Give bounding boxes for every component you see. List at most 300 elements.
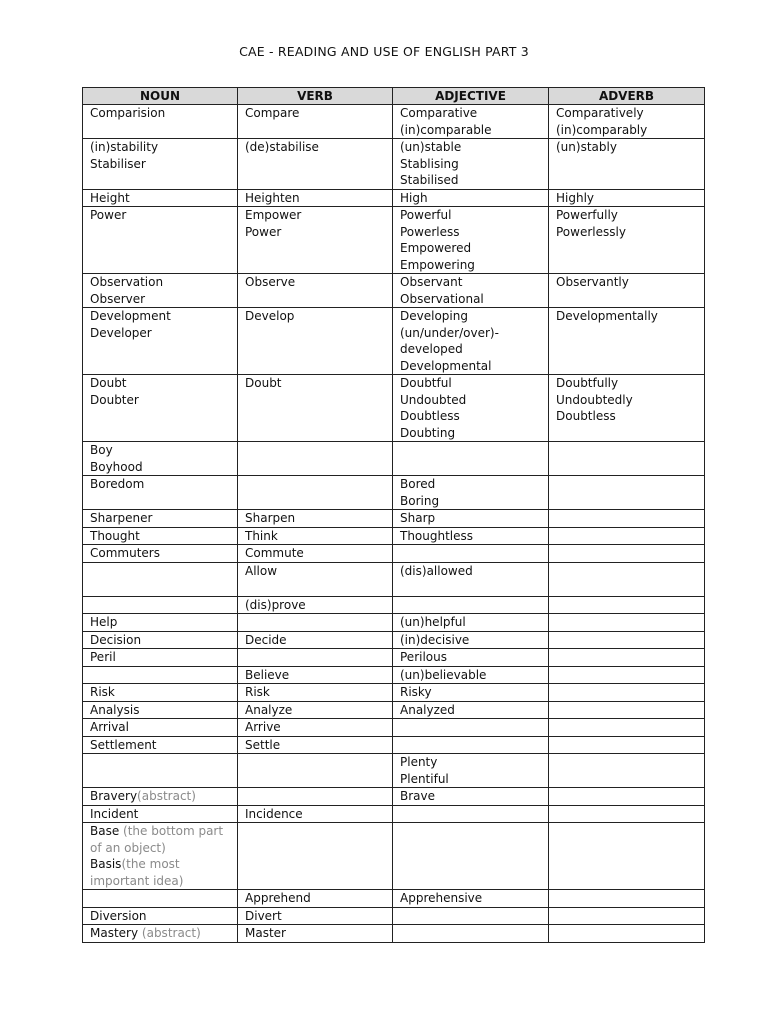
word-form: Develop (245, 309, 295, 323)
word-form (400, 737, 548, 754)
verb-cell (238, 907, 393, 925)
verb-cell (238, 476, 393, 510)
word-form (245, 614, 392, 631)
word-form: Powerless (400, 224, 460, 239)
adjective-cell (393, 823, 549, 890)
word-form (556, 614, 704, 631)
word-form: Bravery (90, 789, 138, 803)
word-form (90, 754, 237, 771)
table-row (83, 631, 705, 649)
word-form: Help (90, 615, 118, 629)
word-form: (un)helpful (400, 615, 466, 629)
table-row (83, 308, 705, 375)
noun-cell (83, 754, 238, 788)
verb-cell (238, 545, 393, 563)
table-row (83, 788, 705, 806)
word-form: Brave (400, 789, 436, 803)
noun-cell (83, 719, 238, 737)
word-form (245, 442, 392, 459)
word-form: Basis (90, 857, 122, 871)
adverb-cell (549, 649, 705, 667)
noun-cell (83, 805, 238, 823)
adverb-cell (549, 375, 705, 442)
noun-cell (83, 684, 238, 702)
word-form (556, 702, 704, 719)
word-form (400, 908, 548, 925)
adjective-cell (393, 274, 549, 308)
base-note: (the bottom part of an object) (90, 824, 224, 855)
adverb-cell (549, 105, 705, 139)
adverb-cell (549, 476, 705, 510)
word-form: Risk (90, 685, 115, 699)
word-form: Empowered (400, 241, 472, 255)
verb-cell (238, 274, 393, 308)
table-row (83, 442, 705, 476)
table-row (83, 189, 705, 207)
word-form: Highly (556, 190, 595, 205)
noun-cell (83, 308, 238, 375)
adjective-cell (393, 596, 549, 614)
noun-cell (83, 890, 238, 908)
basis-entry (90, 856, 237, 889)
adverb-cell (549, 614, 705, 632)
adverb-cell (549, 890, 705, 908)
word-form (556, 684, 704, 701)
adverb-cell (549, 596, 705, 614)
word-form: Perilous (400, 650, 447, 664)
word-form: Power (245, 224, 282, 239)
page-title: CAE - READING AND USE OF ENGLISH PART 3 (239, 44, 529, 59)
table-row (83, 596, 705, 614)
word-form (90, 667, 237, 684)
adjective-cell (393, 105, 549, 139)
noun-cell (83, 631, 238, 649)
noun-cell (83, 442, 238, 476)
word-form: Incidence (245, 806, 303, 821)
adverb-cell (549, 207, 705, 274)
table-row (83, 207, 705, 274)
header-adjective: ADJECTIVE (393, 88, 549, 105)
word-form: Apprehensive (400, 891, 483, 905)
adverb-cell (549, 139, 705, 190)
bravery-note: (abstract) (137, 789, 196, 803)
word-form (556, 890, 704, 907)
adjective-cell (393, 736, 549, 754)
word-form (556, 563, 704, 580)
table-row (83, 719, 705, 737)
word-form: (in)comparably (556, 122, 648, 137)
adjective-cell (393, 890, 549, 908)
adjective-cell (393, 614, 549, 632)
table-row (83, 614, 705, 632)
word-form: Observer (90, 291, 146, 306)
adjective-cell (393, 907, 549, 925)
word-form (556, 806, 704, 823)
adverb-cell (549, 823, 705, 890)
word-form: Settlement (90, 737, 157, 752)
noun-cell (83, 596, 238, 614)
verb-cell (238, 139, 393, 190)
adverb-cell (549, 545, 705, 563)
word-form: (un/under/over)- (400, 325, 499, 340)
word-form: Decide (245, 632, 287, 647)
word-form: Empower (245, 208, 302, 222)
adjective-cell (393, 207, 549, 274)
table-row (83, 105, 705, 139)
word-form: Powerfully (556, 208, 618, 222)
verb-cell (238, 805, 393, 823)
verb-cell (238, 442, 393, 476)
table-row (83, 545, 705, 563)
word-form: High (400, 190, 428, 205)
word-form: Development (90, 309, 171, 323)
word-form: Arrive (245, 720, 281, 734)
adverb-cell (549, 805, 705, 823)
table-row (83, 666, 705, 684)
word-form (556, 649, 704, 666)
table-row (83, 476, 705, 510)
word-form (400, 545, 548, 562)
table-row (83, 562, 705, 596)
word-form: Doubting (400, 425, 456, 440)
verb-cell (238, 788, 393, 806)
word-form: Height (90, 190, 130, 205)
word-form: Doubtless (556, 409, 616, 423)
word-form (400, 597, 548, 614)
word-form: Powerlessly (556, 224, 626, 239)
word-form: Developmentally (556, 309, 658, 323)
word-form (400, 925, 548, 942)
noun-cell (83, 527, 238, 545)
word-form (556, 632, 704, 649)
word-form (400, 806, 548, 823)
word-form: Think (245, 528, 278, 543)
word-form (556, 737, 704, 754)
table-row (83, 684, 705, 702)
noun-cell (83, 207, 238, 274)
table-row (83, 701, 705, 719)
word-form: Sharpener (90, 511, 153, 525)
base-entry (90, 823, 237, 856)
word-form: Apprehend (245, 891, 311, 905)
adjective-cell (393, 649, 549, 667)
adverb-cell (549, 701, 705, 719)
adverb-cell (549, 189, 705, 207)
adjective-cell (393, 562, 549, 596)
word-form: Plentiful (400, 771, 449, 786)
word-form: Risky (400, 685, 432, 699)
word-form: Boyhood (90, 459, 143, 474)
word-form: (dis)allowed (400, 563, 473, 578)
adverb-cell (549, 527, 705, 545)
word-form: Decision (90, 632, 142, 647)
adjective-cell (393, 308, 549, 375)
adjective-cell (393, 925, 549, 943)
verb-cell (238, 189, 393, 207)
adverb-cell (549, 754, 705, 788)
word-form (556, 667, 704, 684)
verb-cell (238, 666, 393, 684)
table-row (83, 925, 705, 943)
word-form: Settle (245, 737, 281, 752)
word-form (245, 823, 392, 840)
word-form: (in)comparable (400, 122, 492, 137)
verb-cell (238, 375, 393, 442)
verb-cell (238, 890, 393, 908)
verb-cell (238, 562, 393, 596)
word-formation-table (82, 87, 705, 943)
adverb-cell (549, 666, 705, 684)
word-form: Bored (400, 477, 436, 491)
noun-cell (83, 189, 238, 207)
word-form (556, 925, 704, 942)
word-form (556, 510, 704, 527)
verb-cell (238, 925, 393, 943)
verb-cell (238, 649, 393, 667)
verb-cell (238, 510, 393, 528)
word-form: Arrival (90, 720, 129, 734)
word-form: Compare (245, 106, 300, 120)
word-form: Commuters (90, 546, 160, 560)
adjective-cell (393, 375, 549, 442)
verb-cell (238, 823, 393, 890)
word-form: Analysis (90, 702, 140, 717)
word-form (556, 545, 704, 562)
word-form: Observe (245, 275, 296, 289)
word-form: Sharpen (245, 511, 296, 525)
noun-cell (83, 510, 238, 528)
adjective-cell (393, 805, 549, 823)
word-form (556, 476, 704, 493)
verb-cell (238, 308, 393, 375)
noun-cell (83, 139, 238, 190)
word-form: Risk (245, 685, 270, 699)
word-form: Power (90, 208, 127, 222)
word-form: Doubtfully (556, 376, 619, 390)
adjective-cell (393, 442, 549, 476)
adjective-cell (393, 631, 549, 649)
noun-cell (83, 375, 238, 442)
table-row (83, 274, 705, 308)
noun-cell (83, 105, 238, 139)
word-form: Boy (90, 443, 113, 457)
word-form (556, 597, 704, 614)
word-form: Observantly (556, 275, 629, 289)
verb-cell (238, 614, 393, 632)
word-form (90, 597, 237, 614)
word-form (556, 719, 704, 736)
word-form: Doubtful (400, 376, 452, 390)
word-form: Peril (90, 650, 116, 664)
verb-cell (238, 754, 393, 788)
table-row (83, 805, 705, 823)
adjective-cell (393, 545, 549, 563)
word-form: Comparatively (556, 106, 644, 120)
verb-cell (238, 596, 393, 614)
adjective-cell (393, 189, 549, 207)
verb-cell (238, 207, 393, 274)
word-form (400, 719, 548, 736)
word-form: Stablising (400, 156, 459, 171)
adverb-cell (549, 274, 705, 308)
word-form: Incident (90, 806, 139, 821)
adverb-cell (549, 788, 705, 806)
word-form: Comparative (400, 106, 478, 120)
word-form: Diversion (90, 908, 147, 923)
word-form (556, 908, 704, 925)
adjective-cell (393, 666, 549, 684)
adjective-cell (393, 754, 549, 788)
noun-cell (83, 907, 238, 925)
word-form: Observant (400, 275, 463, 289)
noun-cell (83, 736, 238, 754)
adverb-cell (549, 510, 705, 528)
word-form: Undoubted (400, 392, 467, 407)
adverb-cell (549, 736, 705, 754)
word-form (400, 579, 548, 596)
word-form: Developmental (400, 358, 492, 373)
table-row (83, 527, 705, 545)
word-form (245, 754, 392, 771)
word-form: Analyze (245, 702, 293, 717)
verb-cell (238, 684, 393, 702)
word-form (556, 442, 704, 459)
verb-cell (238, 736, 393, 754)
word-form: Observational (400, 291, 484, 306)
table-row (83, 907, 705, 925)
adjective-cell (393, 684, 549, 702)
word-form (245, 649, 392, 666)
word-form: (un)stable (400, 140, 462, 154)
noun-cell (83, 823, 238, 890)
word-form: Developing (400, 309, 468, 323)
noun-cell (83, 614, 238, 632)
word-form: Analyzed (400, 702, 455, 717)
word-form: Comparision (90, 106, 166, 120)
word-form (400, 823, 548, 840)
table-row (83, 890, 705, 908)
adjective-cell (393, 719, 549, 737)
word-form (556, 788, 704, 805)
word-form: (dis)prove (245, 597, 306, 612)
word-form: Boring (400, 493, 440, 508)
word-form (245, 579, 392, 596)
word-form: Undoubtedly (556, 392, 633, 407)
adjective-cell (393, 701, 549, 719)
word-form: Powerful (400, 208, 452, 222)
word-form: (un)stably (556, 140, 617, 154)
noun-cell (83, 649, 238, 667)
adjective-cell (393, 139, 549, 190)
adjective-cell (393, 476, 549, 510)
header-verb: VERB (238, 88, 393, 105)
adverb-cell (549, 631, 705, 649)
word-form: Heighten (245, 190, 300, 205)
word-form: Allow (245, 563, 278, 578)
header-noun: NOUN (83, 88, 238, 105)
word-form (245, 476, 392, 493)
word-form (90, 563, 237, 580)
word-form (245, 788, 392, 805)
verb-cell (238, 527, 393, 545)
verb-cell (238, 701, 393, 719)
noun-cell (83, 274, 238, 308)
table-row (83, 649, 705, 667)
word-form: Doubtless (400, 409, 460, 423)
mastery-note: (abstract) (138, 926, 201, 940)
word-form: Doubt (90, 376, 127, 390)
word-form: (in)stability (90, 140, 159, 154)
noun-cell (83, 476, 238, 510)
adjective-cell (393, 788, 549, 806)
word-form: Plenty (400, 755, 438, 769)
word-form (556, 823, 704, 840)
word-form: Divert (245, 908, 282, 923)
word-form: Thought (90, 528, 140, 543)
adverb-cell (549, 684, 705, 702)
adverb-cell (549, 562, 705, 596)
adjective-cell (393, 527, 549, 545)
noun-cell (83, 666, 238, 684)
noun-cell (83, 545, 238, 563)
word-form: Commute (245, 546, 304, 560)
word-form (400, 442, 548, 459)
word-form: Stabilised (400, 173, 459, 187)
word-form: Mastery (90, 926, 139, 940)
adverb-cell (549, 925, 705, 943)
word-form: Doubter (90, 392, 139, 407)
word-form (556, 754, 704, 771)
word-form: (de)stabilise (245, 140, 319, 154)
table-row (83, 736, 705, 754)
word-form: Observation (90, 275, 164, 289)
noun-cell (83, 562, 238, 596)
basis-note: (the most important idea) (90, 857, 184, 888)
table-row (83, 139, 705, 190)
word-form: Sharp (400, 511, 436, 525)
adverb-cell (549, 719, 705, 737)
adverb-cell (549, 442, 705, 476)
word-form: Base (90, 824, 120, 838)
noun-cell (83, 788, 238, 806)
word-form: Master (245, 926, 286, 940)
word-form: Boredom (90, 477, 145, 491)
verb-cell (238, 631, 393, 649)
adjective-cell (393, 510, 549, 528)
noun-cell (83, 925, 238, 943)
table-row (83, 823, 705, 890)
word-form: (in)decisive (400, 632, 470, 647)
table-row (83, 754, 705, 788)
header-adverb: ADVERB (549, 88, 705, 105)
word-form: Believe (245, 667, 290, 682)
word-form: Empowering (400, 257, 475, 272)
verb-cell (238, 105, 393, 139)
adverb-cell (549, 907, 705, 925)
word-form: Doubt (245, 376, 282, 390)
table-body (83, 105, 705, 943)
word-form: Thoughtless (400, 528, 474, 543)
table-row (83, 375, 705, 442)
word-form: developed (400, 342, 463, 356)
adverb-cell (549, 308, 705, 375)
word-form (90, 890, 237, 907)
noun-cell (83, 701, 238, 719)
table-row (83, 510, 705, 528)
verb-cell (238, 719, 393, 737)
header-row (83, 88, 705, 105)
word-form (556, 528, 704, 545)
